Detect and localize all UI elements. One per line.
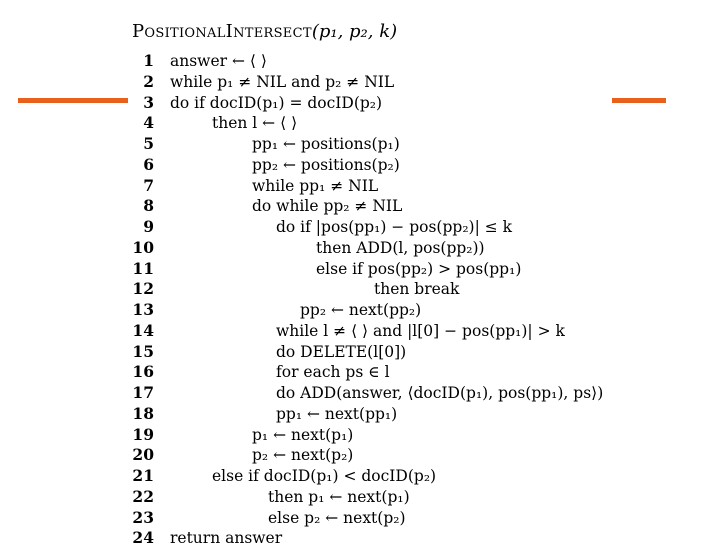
line-number: 20 — [132, 445, 154, 465]
algorithm-args: (p₁, p₂, k) — [311, 21, 398, 42]
code-text: do if docID(p₁) = docID(p₂) — [170, 93, 383, 112]
code-text: else if pos(pp₂) > pos(pp₁) — [316, 259, 522, 278]
line-number: 8 — [143, 196, 154, 216]
line-number: 14 — [132, 320, 154, 340]
code-text: p₂ ← next(p₂) — [252, 446, 354, 465]
line-number: 7 — [143, 175, 154, 195]
line-number: 9 — [143, 217, 154, 236]
code-text: p₁ ← next(p₁) — [252, 425, 354, 444]
code-text: else if docID(p₁) < docID(p₂) — [212, 467, 437, 485]
code-line — [128, 196, 688, 217]
code-line — [128, 259, 688, 280]
code-line — [128, 93, 688, 114]
line-number: 6 — [143, 154, 154, 174]
line-number: 15 — [132, 341, 154, 361]
line-number: 4 — [143, 113, 154, 133]
line-number: 3 — [143, 92, 154, 112]
code-line — [128, 300, 688, 321]
code-line — [128, 155, 688, 176]
code-text: then break — [374, 280, 460, 299]
line-number: 5 — [143, 134, 154, 153]
line-number: 22 — [132, 486, 154, 506]
code-text: do if |pos(pp₁) − pos(pp₂)| ≤ k — [276, 218, 513, 236]
code-text: while pp₁ ≠ NIL — [252, 176, 379, 195]
line-number: 18 — [132, 403, 154, 423]
code-line — [128, 508, 688, 529]
line-number: 2 — [143, 71, 154, 91]
code-line — [128, 342, 688, 363]
code-line — [128, 466, 688, 487]
code-text: do while pp₂ ≠ NIL — [252, 197, 403, 216]
line-number: 23 — [132, 507, 154, 527]
line-number: 12 — [132, 279, 154, 299]
code-text: else p₂ ← next(p₂) — [268, 508, 406, 527]
code-text: return answer — [170, 529, 283, 548]
code-text: pp₂ ← next(pp₂) — [300, 301, 422, 319]
line-number: 11 — [132, 258, 154, 278]
code-line — [128, 238, 688, 259]
code-text: then l ← ⟨ ⟩ — [212, 114, 298, 133]
code-line — [128, 528, 688, 549]
line-number: 1 — [143, 51, 154, 70]
code-text: while l ≠ ⟨ ⟩ and |l[0] − pos(pp₁)| > k — [276, 321, 565, 340]
line-number: 13 — [132, 300, 154, 319]
code-text: do DELETE(l[0]) — [276, 342, 407, 361]
code-line — [128, 176, 688, 197]
code-line — [128, 321, 688, 342]
code-text: for each ps ∈ l — [276, 363, 390, 382]
line-number: 10 — [132, 237, 154, 257]
algorithm-name: PositionalIntersect — [132, 21, 312, 42]
line-number: 24 — [132, 528, 154, 548]
line-number: 17 — [132, 383, 154, 402]
code-text: do ADD(answer, ⟨docID(p₁), pos(pp₁), ps⟩) — [276, 384, 604, 402]
code-text: pp₂ ← positions(p₂) — [252, 155, 400, 174]
code-line — [128, 51, 688, 72]
code-text: then ADD(l, pos(pp₂)) — [316, 238, 485, 257]
algorithm-title — [132, 22, 397, 42]
code-line — [128, 445, 688, 466]
code-line — [128, 383, 688, 404]
code-line — [128, 487, 688, 508]
code-text: pp₁ ← positions(p₁) — [252, 135, 400, 153]
code-line — [128, 279, 688, 300]
code-line — [128, 425, 688, 446]
line-number: 19 — [132, 424, 154, 444]
code-line — [128, 72, 688, 93]
code-line — [128, 362, 688, 383]
code-line — [128, 404, 688, 425]
code-text: while p₁ ≠ NIL and p₂ ≠ NIL — [170, 72, 395, 91]
accent-bar-left — [18, 98, 128, 103]
line-number: 16 — [132, 362, 154, 382]
code-line — [128, 134, 688, 155]
code-line — [128, 113, 688, 134]
line-number: 21 — [132, 466, 154, 485]
code-text: then p₁ ← next(p₁) — [268, 487, 410, 506]
code-line — [128, 217, 688, 238]
code-text: answer ← ⟨ ⟩ — [170, 52, 267, 70]
code-text: pp₁ ← next(pp₁) — [276, 404, 398, 423]
